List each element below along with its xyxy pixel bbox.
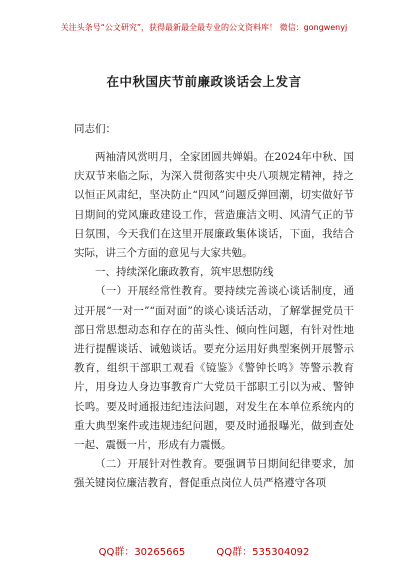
salutation: 同志们： bbox=[74, 123, 116, 135]
paragraph-regular-education: （一）开展经常性教育。要持续完善谈心谈话制度，通过开展“一对一”“面对面”的谈心谈话活动，了解掌握党员干部日常思想动态和存在的苗头性、倾向性问题，有针对性地进行提醒谈话、诫勉谈话。要充分运用好典型案例开展警示教育，组织干部职工观看《镜鉴》《警钟长鸣》等警示教育片，用身边人身边事教育广大党员干部职工引以为戒、警钟长鸣。要及时通报违纪违法问题，对发生在本单位系统内的重大典型案件或违规违纪问题，要及时通报曝光，做到查处一起、震慑一片，形成有力震慑。 bbox=[74, 285, 354, 452]
section-heading: 一、持续深化廉政教育，筑牢思想防线 bbox=[95, 266, 274, 279]
qq-group-2: QQ群：535304092 bbox=[216, 547, 310, 558]
document-body bbox=[74, 148, 354, 494]
paragraph-intro: 两袖清风赏明月，全家团圆共婵娟。在2024年中秋、国庆双节来临之际，为深入贯彻落实中央八项规定精神，持之以恒正风肃纪，坚决防止“四风”问题反弹回潮，切实做好节日期间的党风廉政建设工作，营造廉洁文明、风清气正的节日氛围，今天我们在这里开展廉政集体谈话，下面，我结合实际，讲三个方面的意见与大家共勉。 bbox=[74, 151, 354, 260]
paragraph-targeted-education: （二）开展针对性教育。要强调节日期间纪律要求，加强关键岗位廉洁教育，督促重点岗位人员严格遵守各项 bbox=[74, 458, 354, 490]
promo-banner: 关注头条号“公文研究”，获得最新最全最专业的公文资料库！ 微信：gongwenyj bbox=[60, 23, 348, 32]
qq-group-1: QQ群：30265665 bbox=[98, 547, 186, 558]
footer-contacts bbox=[0, 543, 408, 558]
document-title: 在中秋国庆节前廉政谈话会上发言 bbox=[106, 74, 302, 89]
